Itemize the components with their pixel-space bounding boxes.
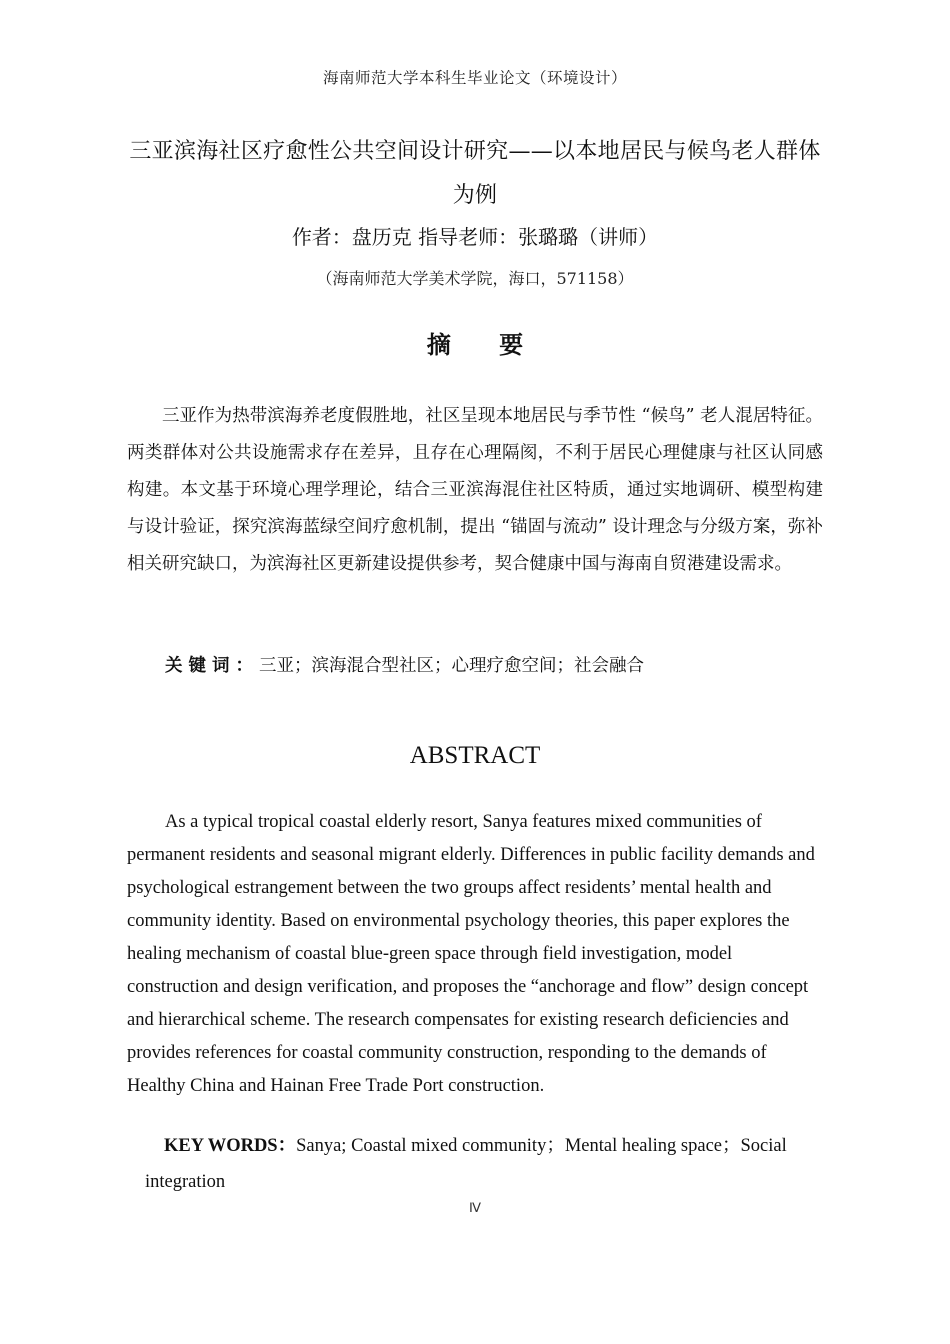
chinese-keywords-text: 三亚；滨海混合型社区；心理疗愈空间；社会融合 (259, 656, 644, 676)
chinese-abstract-body: 三亚作为热带滨海养老度假胜地，社区呈现本地居民与季节性 “候鸟” 老人混居特征。两类群体对公共设施需求存在差异，且存在心理隔阂，不利于居民心理健康与社区认同感构建。本文基于环境心理学理论，结合三亚滨海混住社区特质，通过实地调研、模型构建与设计验证，探究滨海蓝绿空间疗愈机制，提出 “锚固与流动” 设计理念与分级方案，弥补相关研究缺口，为滨海社区更新建设提供参考，契合健康中国与海南自贸港建设需求。 (127, 406, 823, 574)
english-keywords (145, 1128, 825, 1200)
affiliation: （海南师范大学美术学院，海口，571158） (316, 269, 634, 288)
page-number: Ⅳ (469, 1200, 481, 1215)
paper-title: 三亚滨海社区疗愈性公共空间设计研究——以本地居民与候鸟老人群体为例 (129, 139, 821, 208)
english-abstract-body: As a typical tropical coastal elderly resort, Sanya features mixed communities of permanent residents and seasonal migrant elderly. Differences in public facility demands and psychological estrangement between the two groups affect residents’ mental health and community identity. Based on environmental psychology theories, this paper explores the healing mechanism of coastal blue-green space through field investigation, model construction and design verification, and proposes the “anchorage and flow” design concept and hierarchical scheme. The research compensates for existing research deficiencies and provides references for coastal community construction, responding to the demands of Healthy China and Hainan Free Trade Port construction. (127, 812, 815, 1096)
chinese-keywords-label: 关键词： (165, 656, 259, 676)
chinese-abstract-heading: 摘 要 (426, 331, 544, 359)
chinese-keywords (165, 648, 825, 684)
english-keywords-label: KEY WORDS： (164, 1136, 297, 1156)
english-keywords-text: Sanya; Coastal mixed community；Mental healing space；Social integration (145, 1136, 787, 1192)
english-abstract-heading: ABSTRACT (409, 742, 541, 769)
running-header: 海南师范大学本科生毕业论文（环境设计） (322, 69, 627, 87)
author-line: 作者：盘历克 指导老师：张璐璐（讲师） (291, 225, 659, 249)
